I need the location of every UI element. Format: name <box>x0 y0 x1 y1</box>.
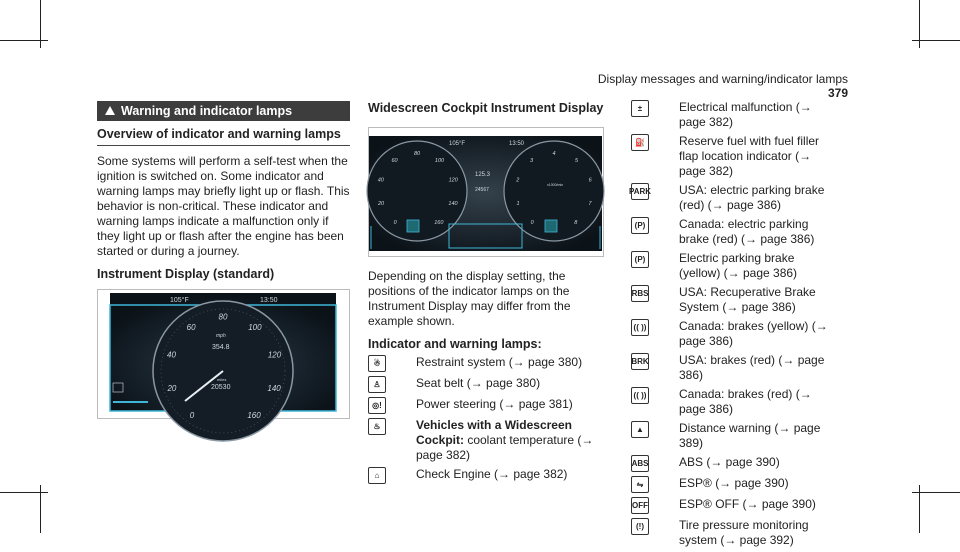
wide-temp: 105°F <box>449 141 466 147</box>
p-lamp-icon: (P) <box>631 217 649 234</box>
lamp-text: coolant temperature (→ page 382) <box>416 433 594 462</box>
steering-lamp-icon: ◎! <box>368 397 386 414</box>
lamp-row <box>628 183 831 213</box>
gauge-tick-label: 4 <box>552 150 556 157</box>
lamp-row <box>368 397 604 414</box>
gauge-tick-label: 120 <box>448 177 458 184</box>
lamp-row <box>631 285 831 315</box>
lamp-description: Distance warning (→ page 389) <box>679 421 821 450</box>
header-title: Display messages and warning/indicator lamps <box>597 72 848 86</box>
wide-trip: 125.3 <box>475 172 491 178</box>
running-header <box>580 72 848 100</box>
lamp-row <box>631 421 831 451</box>
lamp-label: Vehicles with a Widescreen Cockpit: <box>416 418 572 447</box>
widescreen-heading: Widescreen Cockpit Instrument Display <box>368 101 604 115</box>
gauge-tick-label: 80 <box>413 150 421 157</box>
gauge-tick-label: 80 <box>218 312 228 322</box>
lamp-description: Canada: brakes (red) (→ page 386) <box>679 387 812 416</box>
lamp-row <box>368 376 604 393</box>
lamp-row <box>631 353 831 383</box>
lamp-description: Power steering (→ page 381) <box>416 397 573 411</box>
lamp-description: Canada: electric parking brake (red) (→ page 386) <box>679 217 815 246</box>
lamp-row <box>631 497 831 514</box>
lamp-row <box>631 134 831 179</box>
section-subtitle: Overview of indicator and warning lamps <box>97 127 350 146</box>
abs-lamp-icon: ABS <box>631 455 649 472</box>
section-title-bar <box>97 101 350 121</box>
crop-mark <box>0 492 48 493</box>
crop-mark <box>912 492 960 493</box>
gauge-tick-label: 5 <box>574 158 579 165</box>
widescreen-display-image <box>368 127 604 257</box>
gauge-tick-label: 1 <box>516 201 520 207</box>
p-lamp-icon: (P) <box>631 251 649 268</box>
rbs-lamp-icon: RBS <box>631 285 649 302</box>
std-temp: 105°F <box>170 297 189 304</box>
-lamp-icon: (( )) <box>631 319 649 336</box>
gauge-tick-label: 100 <box>434 158 445 165</box>
lamp-description: USA: Recuperative Brake System (→ page 386) <box>679 285 816 314</box>
-lamp-icon: (( )) <box>631 387 649 404</box>
lamps-heading: Indicator and warning lamps: <box>368 337 542 351</box>
standard-display-heading: Instrument Display (standard) <box>97 267 275 281</box>
gauge-tick-label: 40 <box>377 177 384 184</box>
off-lamp-icon: OFF <box>631 497 649 514</box>
crop-mark <box>0 40 48 41</box>
gauge-tick-label: 3 <box>529 158 534 165</box>
lamp-description: Check Engine (→ page 382) <box>416 467 568 481</box>
esp-lamp-icon: ⇋ <box>631 476 649 493</box>
lamp-row <box>631 251 831 281</box>
lamp-description: USA: electric parking brake (red) (→ page 386) <box>679 183 825 212</box>
std-time: 13:50 <box>260 297 278 304</box>
intro-paragraph: Some systems will perform a self-test when the ignition is switched on. Some indicator and warning lamps may briefly light up or flash. This behavior is non-critical. These indicator and warning lamps indicate a malfunction only if they light up or flash after the engine has been started or during a journey. <box>97 154 350 258</box>
gauge-tick-label: 2 <box>516 177 520 184</box>
wide-time: 13:50 <box>509 141 525 147</box>
lamp-description: Tire pressure monitoring system (→ page 392) <box>679 518 809 547</box>
engine-lamp-icon: ⌂ <box>368 467 386 484</box>
depending-paragraph: Depending on the display setting, the positions of the indicator lamps on the Instrument Display may differ from the example shown. <box>368 269 571 328</box>
section-title: Warning and indicator lamps <box>121 104 293 118</box>
gauge-tick-label: 0 <box>189 410 195 420</box>
lamp-description: Seat belt (→ page 380) <box>416 376 541 390</box>
lamp-description: Reserve fuel with fuel filler flap location indicator (→ page 382) <box>679 134 820 178</box>
gauge-tick-label: 20 <box>377 201 385 207</box>
coolant-lamp-icon: ♨ <box>368 418 386 435</box>
std-unit: mph <box>216 333 226 339</box>
column-left <box>97 101 350 419</box>
lamp-row <box>631 518 831 548</box>
column-right <box>628 100 831 552</box>
gauge-tick-label: 60 <box>186 323 196 333</box>
lamp-description: Canada: brakes (yellow) (→ page 386) <box>679 319 828 348</box>
warning-triangle-icon <box>105 106 115 115</box>
gauge-tick-label: 140 <box>448 201 458 207</box>
gauge-tick-label: 40 <box>167 350 176 360</box>
std-trip: 354.8 <box>212 344 230 351</box>
lamp-row <box>368 355 604 372</box>
lamp-row <box>368 467 604 484</box>
battery-lamp-icon: ± <box>631 100 649 117</box>
lamp-description: ABS (→ page 390) <box>679 455 780 469</box>
fuel-lamp-icon: ⛽ <box>631 134 649 151</box>
gauge-tick-label: 100 <box>248 323 262 333</box>
std-miles: miles <box>217 377 227 382</box>
gauge-tick-label: 8 <box>574 220 578 226</box>
gauge-tick-label: 0 <box>530 220 534 226</box>
lamp-description <box>416 418 604 463</box>
park-lamp-icon: PARK <box>631 183 649 200</box>
lamps-list-right <box>628 100 831 548</box>
lamp-row <box>631 387 831 417</box>
lamp-row <box>631 217 831 247</box>
lamp-row <box>631 319 831 349</box>
gauge-tick-label: 60 <box>391 158 398 165</box>
lamp-row <box>631 100 831 130</box>
lamp-description: ESP® OFF (→ page 390) <box>679 497 816 511</box>
airbag-lamp-icon: ☃ <box>368 355 386 372</box>
lamp-description: ESP® (→ page 390) <box>679 476 789 490</box>
standard-display-image <box>97 289 350 419</box>
lamp-row <box>631 455 831 472</box>
brake-lamp-icon: BRK <box>631 353 649 370</box>
gauge-tick-label: 0 <box>393 220 397 226</box>
lamp-description: Electrical malfunction (→ page 382) <box>679 100 812 129</box>
lamp-row <box>368 418 604 463</box>
wide-odo: 24567 <box>475 187 489 193</box>
gauge-tick-label: 6 <box>588 177 592 184</box>
crop-mark <box>912 40 960 41</box>
dist-lamp-icon: ▲ <box>631 421 649 438</box>
gauge-tick-label: 140 <box>267 384 281 393</box>
-lamp-icon: (!) <box>631 518 649 535</box>
gauge-tick-label: 20 <box>167 384 177 393</box>
lamp-description: Electric parking brake (yellow) (→ page 386) <box>679 251 798 280</box>
lamp-description: USA: brakes (red) (→ page 386) <box>679 353 825 382</box>
lamp-description: Restraint system (→ page 380) <box>416 355 583 369</box>
lamps-list-middle <box>368 355 604 484</box>
gauge-tick-label: 120 <box>267 350 282 360</box>
column-middle <box>368 101 604 488</box>
wide-rpm-label: x1000/min <box>547 183 564 187</box>
seatbelt-lamp-icon: ♙ <box>368 376 386 393</box>
std-odo: 20530 <box>211 384 231 391</box>
lamp-row <box>631 476 831 493</box>
gauge-tick-label: 7 <box>588 201 592 207</box>
page-number: 379 <box>827 86 848 100</box>
gauge-tick-label: 160 <box>247 410 261 420</box>
gauge-tick-label: 160 <box>434 220 444 226</box>
